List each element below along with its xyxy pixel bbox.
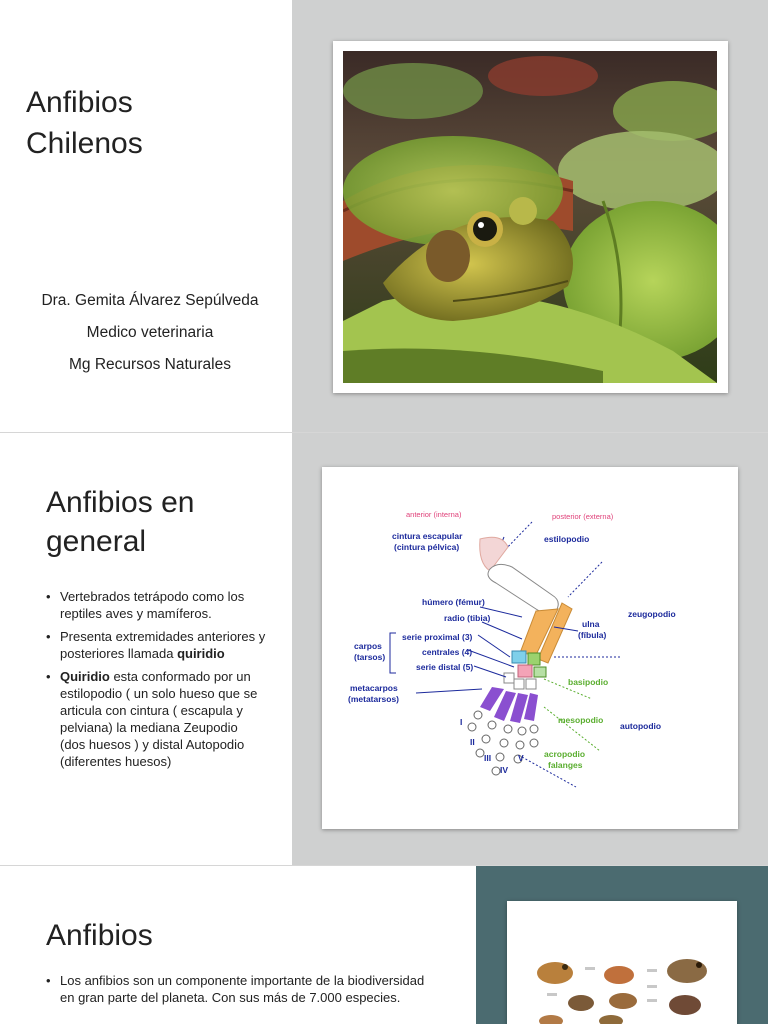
label-autopodio: autopodio (620, 721, 662, 731)
label-serie-proximal: serie proximal (3) (402, 632, 473, 642)
bullet-biodiversidad-text: Los anfibios son un componente importante de la biodiversidad en gran parte del planeta. Con sus más de 7.000 especies. (60, 973, 425, 1005)
label-serie-distal: serie distal (5) (416, 662, 474, 672)
slide-1-title: Anfibios Chilenos (26, 86, 143, 160)
label-humero: húmero (fémur) (422, 597, 485, 607)
label-radio: radio (tibia) (444, 613, 491, 623)
digit-label-v: V (518, 753, 524, 763)
bullet-vertebrados-text: Vertebrados tetrápodo como los reptiles aves y mamíferos. (60, 589, 245, 621)
label-centrales: centrales (4) (422, 647, 473, 657)
toad-species-illustration-icon (507, 901, 737, 1024)
frog-photo-frame (333, 41, 728, 393)
author-degree: Mg Recursos Naturales (69, 356, 231, 373)
label-acropodio-2: falanges (548, 760, 583, 770)
slide-3-bullet-list (46, 972, 430, 1012)
author-role: Medico veterinaria (86, 324, 214, 341)
bullet-biodiversidad (46, 972, 430, 1006)
label-ulna-2: (fíbula) (578, 630, 607, 640)
bullet-extremidades (46, 628, 266, 662)
author-name: Dra. Gemita Álvarez Sepúlveda (41, 292, 259, 309)
slide-2-title: Anfibios en general (46, 486, 195, 558)
quiridio-limb-diagram (322, 467, 738, 829)
digit-label-i: I (460, 717, 463, 727)
slide-3 (0, 866, 768, 1024)
bullet-extremidades-text: Presenta extremidades anteriores y posteriores llamada (60, 629, 266, 661)
toad-illustration-frame (507, 901, 737, 1024)
label-zeugopodio: zeugopodio (628, 609, 676, 619)
slide-2 (0, 433, 768, 865)
label-anterior: anterior (interna) (406, 510, 462, 519)
label-acropodio-1: acropodio (544, 749, 586, 759)
label-basipodio: basipodio (568, 677, 609, 687)
label-cintura-1: cintura escapular (392, 531, 463, 541)
label-carpos-2: (tarsos) (354, 652, 386, 662)
label-mesopodio: mesopodio (558, 715, 604, 725)
label-posterior: posterior (externa) (552, 512, 614, 521)
label-estilopodio: estilopodio (544, 534, 590, 544)
label-carpos-1: carpos (354, 641, 382, 651)
bullet-extremidades-bold: quiridio (177, 646, 225, 661)
label-ulna-1: ulna (582, 619, 600, 629)
bullet-quiridio-text: esta conformado por un estilopodio ( un solo hueso que se articula con cintura ( escapula y pelviana) la mediana Zeupodio (dos huesos ) y distal Autopodio (diferentes huesos) (60, 669, 258, 769)
bullet-quiridio (46, 668, 266, 770)
digit-label-ii: II (470, 737, 475, 747)
limb-diagram-frame (322, 467, 738, 829)
digit-label-iii: III (484, 753, 492, 763)
label-cintura-2: (cintura pélvica) (394, 542, 460, 552)
slide-1 (0, 0, 768, 432)
label-metacarpos-1: metacarpos (350, 683, 398, 693)
slide-2-bullet-list (46, 588, 266, 776)
frog-on-lily-pad-photo-icon (343, 51, 717, 383)
label-metacarpos-2: (metatarsos) (348, 694, 400, 704)
digit-label-iv: IV (500, 765, 509, 775)
bullet-quiridio-bold: Quiridio (60, 669, 110, 684)
bullet-vertebrados (46, 588, 266, 622)
slide-3-title: Anfibios (46, 919, 153, 952)
